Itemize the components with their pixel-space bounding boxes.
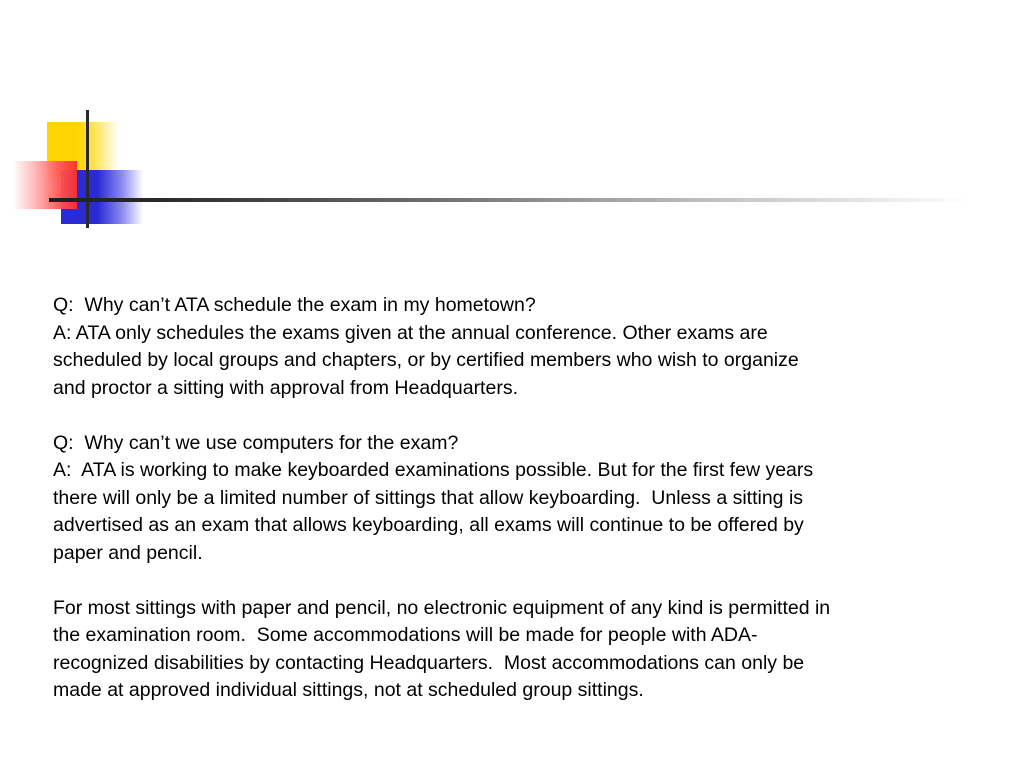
body-line: recognized disabilities by contacting Headquarters. Most accommodations can only be bbox=[53, 651, 805, 674]
answer-line: A: ATA only schedules the exams given at the annual conference. Other exams are bbox=[53, 321, 768, 344]
question-line: Q: Why can’t we use computers for the exam? bbox=[53, 431, 459, 454]
question-line: Q: Why can’t ATA schedule the exam in my hometown? bbox=[53, 294, 536, 316]
body-line: For most sittings with paper and pencil, no electronic equipment of any kind is permitted in bbox=[53, 596, 831, 619]
paragraph-spacer bbox=[53, 567, 983, 595]
faq-paragraph-computers bbox=[53, 430, 983, 568]
horizontal-rule bbox=[49, 198, 969, 202]
body-line: made at approved individual sittings, not at scheduled group sittings. bbox=[53, 679, 644, 701]
answer-line: paper and pencil. bbox=[53, 541, 203, 564]
paragraph-spacer bbox=[53, 402, 983, 430]
vertical-rule bbox=[86, 110, 89, 228]
answer-line: and proctor a sitting with approval from Headquarters. bbox=[53, 376, 518, 399]
faq-paragraph-hometown bbox=[53, 292, 983, 402]
answer-line: scheduled by local groups and chapters, or by certified members who wish to organize bbox=[53, 349, 799, 371]
answer-line: there will only be a limited number of sittings that allow keyboarding. Unless a sitting is bbox=[53, 486, 804, 509]
answer-line: advertised as an exam that allows keyboarding, all exams will continue to be offered by bbox=[53, 514, 804, 536]
slide-body-text bbox=[53, 292, 983, 705]
answer-line: A: ATA is working to make keyboarded examinations possible. But for the first few years bbox=[53, 459, 814, 481]
faq-paragraph-equipment bbox=[53, 595, 983, 705]
body-line: the examination room. Some accommodations will be made for people with ADA- bbox=[53, 624, 758, 646]
